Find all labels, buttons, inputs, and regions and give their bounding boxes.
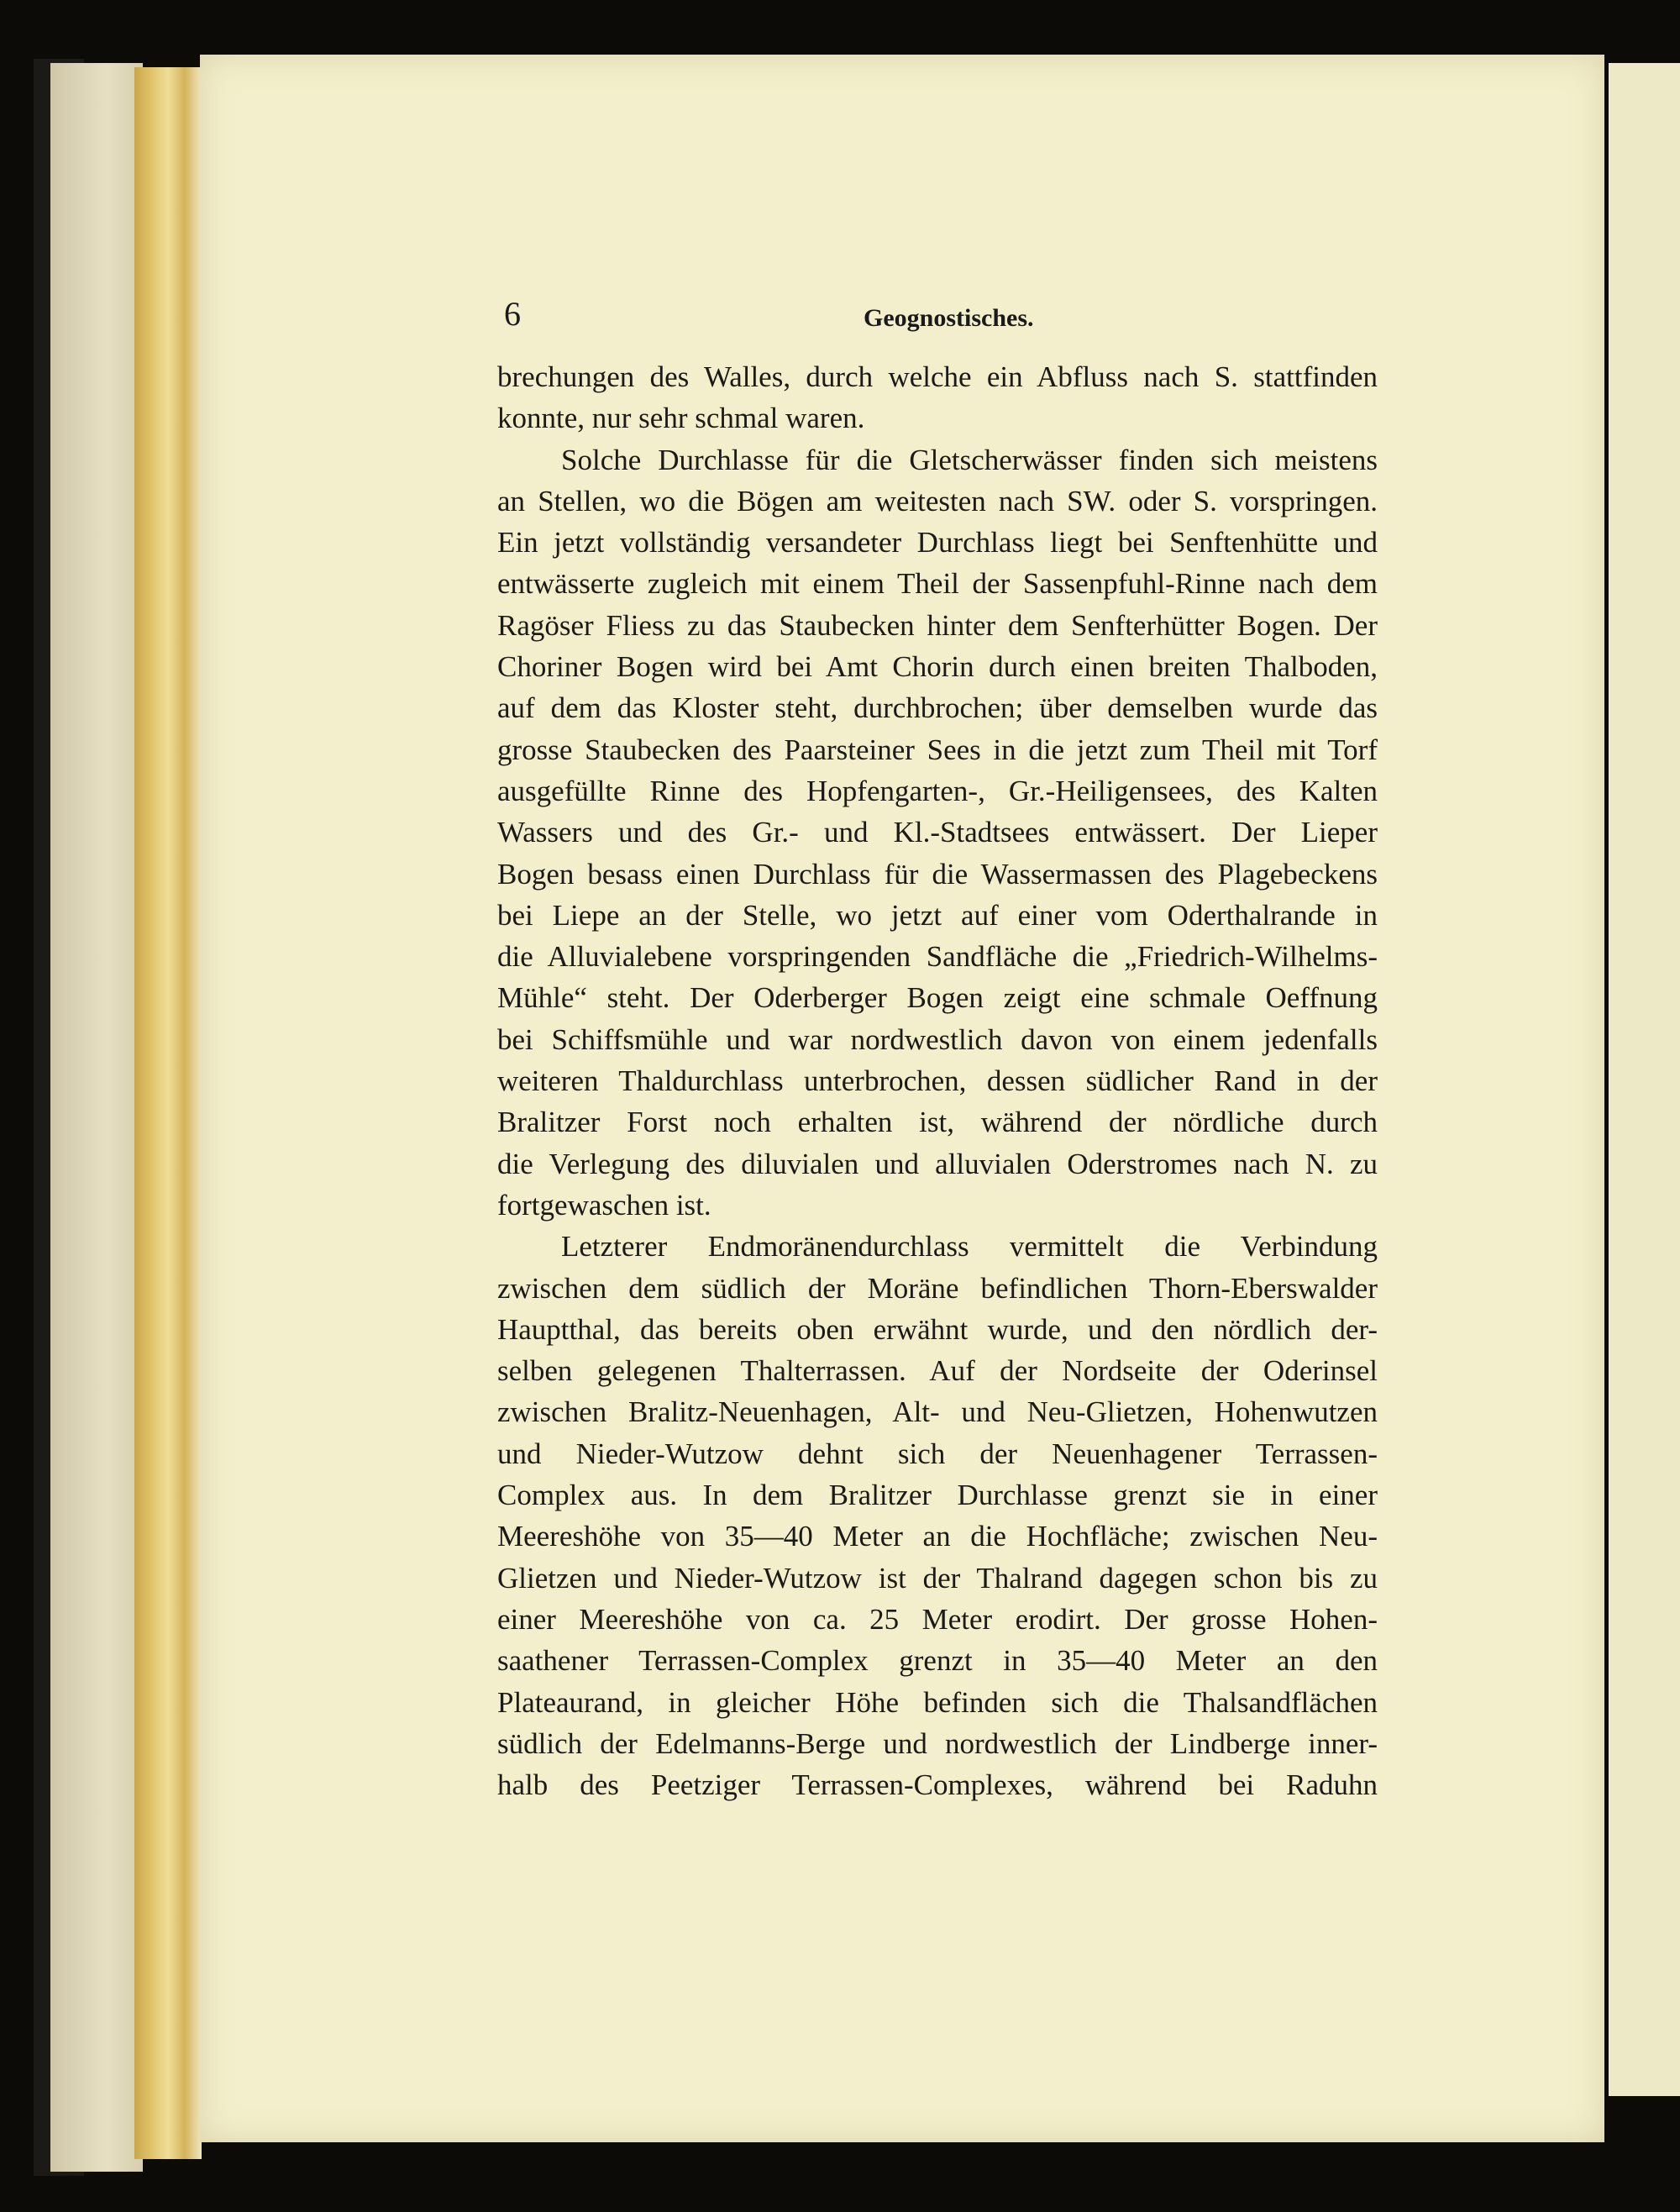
text-line: Hauptthal, das bereits oben erwähnt wurde, und den nördlich der-	[497, 1312, 1378, 1346]
text-line: konnte, nur sehr schmal waren.	[497, 402, 865, 435]
text-line: an Stellen, wo die Bögen am weitesten nach SW. oder S. vorspringen.	[497, 484, 1378, 518]
text-line: die Alluvialebene vorspringenden Sandfläche die „Friedrich-Wilhelms-	[497, 940, 1378, 974]
text-line: Mühle“ steht. Der Oderberger Bogen zeigt eine schmale Oeffnung	[497, 981, 1378, 1015]
text-line: weiteren Thaldurchlass unterbrochen, dessen südlicher Rand in der	[497, 1064, 1378, 1098]
text-line: einer Meereshöhe von ca. 25 Meter erodirt. Der grosse Hohen-	[497, 1602, 1378, 1636]
next-page-sliver	[1609, 63, 1680, 2096]
text-line: südlich der Edelmanns-Berge und nordwestlich der Lindberge inner-	[497, 1726, 1378, 1760]
text-line: Glietzen und Nieder-Wutzow ist der Thalrand dagegen schon bis zu	[497, 1561, 1378, 1595]
text-line: saathener Terrassen-Complex grenzt in 35—40 Meter an den	[497, 1644, 1378, 1678]
text-line: Bralitzer Forst noch erhalten ist, während der nördliche durch	[497, 1106, 1378, 1139]
text-line: Bogen besass einen Durchlass für die Wassermassen des Plagebeckens	[497, 857, 1378, 891]
text-line: zwischen Bralitz-Neuenhagen, Alt- und Neu-Glietzen, Hohenwutzen	[497, 1395, 1378, 1429]
text-line: bei Liepe an der Stelle, wo jetzt auf einer vom Oderthalrande in	[497, 898, 1378, 932]
text-line: entwässerte zugleich mit einem Theil der Sassenpfuhl-Rinne nach dem	[497, 567, 1378, 601]
page-number: 6	[504, 295, 521, 333]
text-line: Choriner Bogen wird bei Amt Chorin durch einen breiten Thalboden,	[497, 650, 1378, 684]
text-line: brechungen des Walles, durch welche ein Abfluss nach S. stattfinden	[497, 360, 1378, 393]
paragraph	[497, 439, 1378, 1227]
text-line: die Verlegung des diluvialen und alluvialen Oderstromes nach N. zu	[497, 1147, 1378, 1180]
text-line: grosse Staubecken des Paarsteiner Sees in die jetzt zum Theil mit Torf	[497, 733, 1378, 766]
page-header	[504, 294, 1378, 336]
text-line: Complex aus. In dem Bralitzer Durchlasse grenzt sie in einer	[497, 1479, 1378, 1512]
text-line: Wassers und des Gr.- und Kl.-Stadtsees entwässert. Der Lieper	[497, 816, 1378, 849]
text-line: und Nieder-Wutzow dehnt sich der Neuenhagener Terrassen-	[497, 1437, 1378, 1470]
text-line: bei Schiffsmühle und war nordwestlich davon von einem jedenfalls	[497, 1022, 1378, 1056]
text-line: auf dem das Kloster steht, durchbrochen; über demselben wurde das	[497, 691, 1378, 725]
gilt-page-edges	[134, 67, 202, 2159]
page-body-text	[497, 356, 1378, 1805]
text-line: Meereshöhe von 35—40 Meter an die Hochfläche; zwischen Neu-	[497, 1520, 1378, 1553]
text-line: Solche Durchlasse für die Gletscherwässer finden sich meistens	[561, 443, 1378, 476]
text-line: ausgefüllte Rinne des Hopfengarten-, Gr.-Heiligensees, des Kalten	[497, 774, 1378, 807]
text-line: selben gelegenen Thalterrassen. Auf der Nordseite der Oderinsel	[497, 1354, 1378, 1388]
text-line: Ein jetzt vollständig versandeter Durchlass liegt bei Senftenhütte und	[497, 526, 1378, 560]
book-page-edges	[50, 63, 143, 2172]
text-line: Letzterer Endmoränendurchlass vermittelt die Verbindung	[561, 1230, 1378, 1264]
text-line: fortgewaschen ist.	[497, 1188, 711, 1222]
running-title: Geognostisches.	[864, 304, 1034, 332]
paragraph	[497, 1226, 1378, 1805]
text-line: zwischen dem südlich der Moräne befindlichen Thorn-Eberswalder	[497, 1271, 1378, 1305]
paragraph	[497, 356, 1378, 439]
text-line: Plateaurand, in gleicher Höhe befinden sich die Thalsandflächen	[497, 1685, 1378, 1719]
text-line: halb des Peetziger Terrassen-Complexes, während bei Raduhn	[497, 1768, 1378, 1802]
text-line: Ragöser Fliess zu das Staubecken hinter dem Senfterhütter Bogen. Der	[497, 608, 1378, 642]
